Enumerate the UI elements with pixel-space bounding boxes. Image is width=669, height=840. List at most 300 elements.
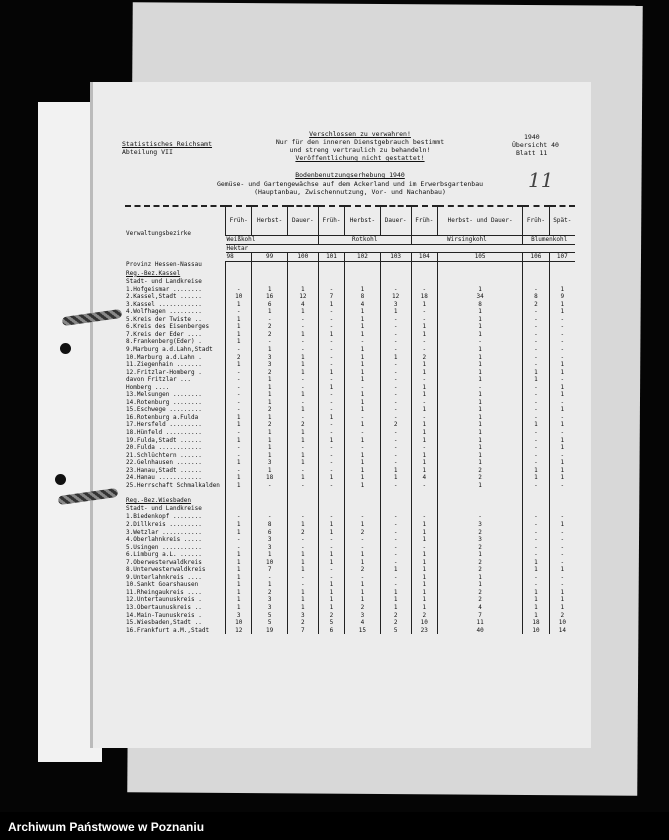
district-name: 20.Fulda ............ xyxy=(126,444,202,452)
table-cell: 2 xyxy=(380,619,411,627)
table-cell: 1 xyxy=(437,459,522,467)
table-cell: - xyxy=(380,444,411,452)
table-cell: - xyxy=(226,444,252,452)
table-cell: - xyxy=(523,414,549,422)
table-cell: 1 xyxy=(345,474,380,482)
table-cell: 1 xyxy=(287,437,318,445)
table-row xyxy=(125,551,575,559)
table-row xyxy=(125,346,575,354)
table-cell: - xyxy=(318,544,344,552)
table-cell: 1 xyxy=(523,604,549,612)
table-cell: 1 xyxy=(318,589,344,597)
table-cell: 1 xyxy=(287,361,318,369)
table-cell: 1 xyxy=(523,376,549,384)
table-cell: 1 xyxy=(380,308,411,316)
table-cell: - xyxy=(287,444,318,452)
table-cell: - xyxy=(287,399,318,407)
district-name: 15.Wiesbaden,Stadt .. xyxy=(126,619,202,627)
survey-subject: Gemüse- und Gartengewächse auf dem Ackerland und im Erwerbsgartenbau xyxy=(216,180,484,188)
table-cell: - xyxy=(380,429,411,437)
table-cell: 1 xyxy=(226,559,252,567)
table-cell: 6 xyxy=(252,529,287,537)
table-cell: - xyxy=(549,376,575,384)
table-cell: - xyxy=(437,513,522,521)
table-row xyxy=(125,559,575,567)
table-row xyxy=(125,391,575,399)
overview-number: Übersicht 40 xyxy=(512,141,559,149)
table-cell: - xyxy=(523,406,549,414)
table-cell: 1 xyxy=(437,323,522,331)
table-cell: - xyxy=(380,406,411,414)
table-cell: - xyxy=(380,323,411,331)
table-row xyxy=(125,627,575,635)
secrecy-line-4: Veröffentlichung nicht gestattet! xyxy=(295,154,425,162)
table-cell: - xyxy=(380,391,411,399)
table-cell: 1 xyxy=(226,581,252,589)
district-name: 6.Limburg a.L. ...... xyxy=(126,551,202,559)
table-cell: - xyxy=(549,323,575,331)
table-row xyxy=(125,384,575,392)
table-cell: 15 xyxy=(345,627,380,635)
table-row xyxy=(125,513,575,521)
province-label: Provinz Hessen-Nassau xyxy=(126,261,202,269)
table-row xyxy=(125,612,575,620)
table-cell: 1 xyxy=(345,361,380,369)
table-cell: - xyxy=(411,308,437,316)
table-cell: - xyxy=(523,521,549,529)
table-cell: - xyxy=(318,444,344,452)
table-cell: 1 xyxy=(345,467,380,475)
table-cell: 2 xyxy=(252,331,287,339)
table-cell: 40 xyxy=(437,627,522,635)
table-cell: - xyxy=(549,346,575,354)
table-cell: 2 xyxy=(252,421,287,429)
table-cell: 1 xyxy=(523,589,549,597)
table-cell: - xyxy=(318,429,344,437)
table-cell: - xyxy=(318,346,344,354)
table-cell: 1 xyxy=(437,354,522,362)
table-cell: 1 xyxy=(226,521,252,529)
table-cell: 1 xyxy=(252,429,287,437)
col-header: Früh- xyxy=(318,206,344,236)
table-cell: 1 xyxy=(226,361,252,369)
table-row xyxy=(125,536,575,544)
table-cell: 3 xyxy=(437,521,522,529)
table-cell: - xyxy=(287,536,318,544)
table-cell: 2 xyxy=(226,354,252,362)
table-cell: - xyxy=(523,399,549,407)
table-cell: 2 xyxy=(380,421,411,429)
col-number: 102 xyxy=(345,253,380,262)
agency-name: Statistisches Reichsamt xyxy=(122,140,213,148)
table-cell: 1 xyxy=(380,474,411,482)
table-cell: - xyxy=(345,444,380,452)
table-row xyxy=(125,459,575,467)
table-cell: 2 xyxy=(411,612,437,620)
table-cell: - xyxy=(318,467,344,475)
table-cell: 12 xyxy=(287,293,318,301)
table-cell: 1 xyxy=(226,437,252,445)
table-cell: 1 xyxy=(549,444,575,452)
table-row xyxy=(125,437,575,445)
col-header: Spät- xyxy=(549,206,575,236)
table-cell: 1 xyxy=(549,406,575,414)
table-cell: - xyxy=(380,286,411,294)
table-row xyxy=(125,566,575,574)
table-cell: 3 xyxy=(252,361,287,369)
table-cell: 2 xyxy=(437,529,522,537)
table-cell: - xyxy=(226,406,252,414)
table-cell: 1 xyxy=(345,551,380,559)
table-body xyxy=(125,261,575,634)
table-cell: - xyxy=(523,544,549,552)
table-cell: - xyxy=(318,566,344,574)
district-name: 8.Unterwesterwaldkreis xyxy=(126,566,206,574)
table-cell: 23 xyxy=(411,627,437,635)
table-cell: - xyxy=(380,316,411,324)
table-cell: 18 xyxy=(411,293,437,301)
table-cell: 1 xyxy=(318,331,344,339)
table-cell: 1 xyxy=(226,421,252,429)
table-cell: 7 xyxy=(252,566,287,574)
table-cell: 2 xyxy=(345,604,380,612)
table-cell: 1 xyxy=(252,286,287,294)
table-cell: - xyxy=(226,544,252,552)
table-row xyxy=(125,361,575,369)
table-cell: 1 xyxy=(380,566,411,574)
table-cell: 2 xyxy=(252,406,287,414)
district-name: 5.Kreis der Twiste .. xyxy=(126,315,202,323)
survey-note: (Hauptanbau, Zwischennutzung, Vor- und Nachanbau) xyxy=(254,188,446,196)
secrecy-line-3: und streng vertraulich zu behandeln! xyxy=(289,146,431,154)
table-cell: - xyxy=(523,551,549,559)
table-cell: 12 xyxy=(380,293,411,301)
table-cell: 1 xyxy=(437,331,522,339)
table-cell: 1 xyxy=(437,369,522,377)
table-cell: - xyxy=(523,391,549,399)
table-cell: 3 xyxy=(380,301,411,309)
table-cell: - xyxy=(345,536,380,544)
handwritten-page-number: 11 xyxy=(528,168,554,192)
table-cell: - xyxy=(549,482,575,490)
table-cell: 16 xyxy=(252,293,287,301)
table-cell: 18 xyxy=(252,474,287,482)
table-cell: - xyxy=(318,316,344,324)
table-cell: 7 xyxy=(318,293,344,301)
table-cell: 1 xyxy=(345,316,380,324)
table-cell: 1 xyxy=(287,604,318,612)
table-cell: 1 xyxy=(437,437,522,445)
section-subtitle: Stadt- und Landkreise xyxy=(126,505,202,513)
col-number: 100 xyxy=(287,253,318,262)
table-cell: 3 xyxy=(437,536,522,544)
table-cell: 2 xyxy=(380,612,411,620)
table-cell: 1 xyxy=(523,369,549,377)
table-cell: 1 xyxy=(411,467,437,475)
group-header: Weißkohl xyxy=(226,236,319,245)
table-cell: 11 xyxy=(437,619,522,627)
district-name: 6.Kreis des Eisenberges xyxy=(126,323,210,331)
table-row xyxy=(125,421,575,429)
table-cell: - xyxy=(226,536,252,544)
section-subtitle: Stadt- und Landkreise xyxy=(126,277,202,285)
table-cell: 1 xyxy=(437,391,522,399)
table-row xyxy=(125,452,575,460)
table-cell: 1 xyxy=(345,437,380,445)
table-cell: - xyxy=(380,551,411,559)
table-cell: - xyxy=(380,414,411,422)
table-cell: - xyxy=(380,376,411,384)
table-cell: - xyxy=(318,376,344,384)
table-cell: - xyxy=(380,536,411,544)
table-cell: 1 xyxy=(523,566,549,574)
table-cell: 1 xyxy=(318,551,344,559)
table-cell: - xyxy=(318,399,344,407)
table-cell: - xyxy=(318,482,344,490)
district-header: Verwaltungsbezirke xyxy=(125,206,226,261)
table-cell: - xyxy=(226,346,252,354)
table-cell: 10 xyxy=(226,619,252,627)
district-name: 7.Kreis der Eder .... xyxy=(126,330,202,338)
table-cell: 1 xyxy=(345,399,380,407)
table-cell: 1 xyxy=(345,581,380,589)
table-cell: 1 xyxy=(252,437,287,445)
table-cell: 10 xyxy=(523,627,549,635)
table-cell: 1 xyxy=(226,338,252,346)
table-cell: - xyxy=(318,459,344,467)
table-cell: - xyxy=(380,544,411,552)
table-cell: - xyxy=(549,544,575,552)
table-cell: 2 xyxy=(345,529,380,537)
table-cell: - xyxy=(252,513,287,521)
district-name: 8.Frankenberg(Eder) . xyxy=(126,338,202,346)
district-name: 11.Rheingaukreis .... xyxy=(126,588,202,596)
table-cell: 5 xyxy=(318,619,344,627)
table-cell: - xyxy=(523,316,549,324)
district-name: 4.Oberlahnkreis ..... xyxy=(126,536,202,544)
table-cell: - xyxy=(287,384,318,392)
table-cell: 4 xyxy=(411,474,437,482)
table-cell: - xyxy=(411,482,437,490)
table-cell: - xyxy=(252,482,287,490)
table-cell: 1 xyxy=(549,589,575,597)
table-cell: - xyxy=(549,338,575,346)
table-cell: - xyxy=(523,444,549,452)
table-cell: 1 xyxy=(411,323,437,331)
table-cell: 1 xyxy=(252,452,287,460)
table-cell: - xyxy=(345,544,380,552)
district-name: 1.Hofgeismar ........ xyxy=(126,285,202,293)
table-cell: 1 xyxy=(549,596,575,604)
district-name: 24.Hanau ............ xyxy=(126,474,202,482)
table-cell: - xyxy=(252,316,287,324)
table-cell: 6 xyxy=(252,301,287,309)
col-header: Herbst- xyxy=(345,206,380,236)
table-cell: 1 xyxy=(226,566,252,574)
table-cell: 1 xyxy=(345,589,380,597)
table-cell: - xyxy=(380,338,411,346)
table-cell: - xyxy=(226,286,252,294)
table-cell: 1 xyxy=(226,459,252,467)
table-cell: 2 xyxy=(437,559,522,567)
table-cell: 1 xyxy=(287,391,318,399)
table-cell: 3 xyxy=(252,536,287,544)
table-cell: 4 xyxy=(345,619,380,627)
table-cell: 19 xyxy=(252,627,287,635)
table-row xyxy=(125,376,575,384)
table-cell: - xyxy=(549,331,575,339)
table-cell: - xyxy=(523,536,549,544)
table-cell: - xyxy=(549,316,575,324)
table-cell: 1 xyxy=(318,301,344,309)
table-cell: - xyxy=(287,323,318,331)
table-cell: 1 xyxy=(345,452,380,460)
table-cell: 1 xyxy=(523,612,549,620)
table-cell: 1 xyxy=(252,391,287,399)
table-cell: 2 xyxy=(287,529,318,537)
table-cell: 10 xyxy=(252,559,287,567)
table-cell: 34 xyxy=(437,293,522,301)
table-cell: 1 xyxy=(318,384,344,392)
table-cell: 1 xyxy=(287,551,318,559)
table-cell: - xyxy=(411,346,437,354)
table-row xyxy=(125,544,575,552)
table-cell: 1 xyxy=(252,467,287,475)
table-cell: 3 xyxy=(252,544,287,552)
table-cell: 1 xyxy=(287,308,318,316)
col-number: 105 xyxy=(437,253,522,262)
table-cell: 1 xyxy=(318,529,344,537)
table-cell: 1 xyxy=(345,596,380,604)
table-cell: 1 xyxy=(252,376,287,384)
archive-name: Archiwum Państwowe w Poznaniu xyxy=(8,820,205,834)
table-cell: 1 xyxy=(287,474,318,482)
table-cell: - xyxy=(252,574,287,582)
table-cell: 1 xyxy=(226,551,252,559)
col-header: Früh- xyxy=(411,206,437,236)
table-cell: 2 xyxy=(549,612,575,620)
table-cell: 1 xyxy=(287,369,318,377)
table-cell: - xyxy=(226,308,252,316)
district-name: 9.Marburg a.d.Lahn,Stadt xyxy=(126,346,213,354)
archive-footer xyxy=(0,812,669,840)
district-name: 23.Hanau,Stadt ...... xyxy=(126,466,202,474)
col-number: 101 xyxy=(318,253,344,262)
table-cell: 1 xyxy=(226,596,252,604)
table-row xyxy=(125,574,575,582)
table-cell: 1 xyxy=(549,467,575,475)
table-cell: - xyxy=(226,376,252,384)
table-cell: 1 xyxy=(318,437,344,445)
table-cell: 1 xyxy=(287,286,318,294)
table-row xyxy=(125,369,575,377)
table-cell: - xyxy=(437,384,522,392)
table-cell: 1 xyxy=(523,474,549,482)
table-cell: 1 xyxy=(411,429,437,437)
group-header: Blumenkohl xyxy=(523,236,575,245)
table-cell: - xyxy=(411,414,437,422)
table-cell: - xyxy=(549,399,575,407)
table-cell: 1 xyxy=(226,316,252,324)
table-cell: 1 xyxy=(345,369,380,377)
table-row xyxy=(125,331,575,339)
table-cell: - xyxy=(345,414,380,422)
table-cell: 1 xyxy=(226,301,252,309)
table-cell: 1 xyxy=(345,354,380,362)
sheet-number: Blatt 11 xyxy=(516,149,548,157)
table-cell: 1 xyxy=(411,581,437,589)
table-cell: 1 xyxy=(549,566,575,574)
table-cell: 1 xyxy=(380,354,411,362)
table-cell: - xyxy=(523,437,549,445)
table-cell: - xyxy=(226,399,252,407)
table-cell: 1 xyxy=(345,406,380,414)
district-name: 12.Untertaunuskreis . xyxy=(126,596,202,604)
table-cell: 1 xyxy=(345,331,380,339)
district-name: 11.Ziegenhain ....... xyxy=(126,361,202,369)
group-header: Wirsingkohl xyxy=(411,236,523,245)
table-cell: 1 xyxy=(345,346,380,354)
table-cell: - xyxy=(287,574,318,582)
group-header: Rotkohl xyxy=(318,236,411,245)
district-name: 17.Hersfeld ......... xyxy=(126,421,202,429)
district-name: 13.Melsungen ........ xyxy=(126,391,202,399)
table-cell: 1 xyxy=(549,384,575,392)
district-name: 12.Fritzlar-Homberg . xyxy=(126,368,202,376)
table-cell: - xyxy=(226,467,252,475)
table-cell: - xyxy=(549,513,575,521)
table-row xyxy=(125,354,575,362)
table-cell: 9 xyxy=(549,293,575,301)
table-cell: - xyxy=(287,376,318,384)
table-row xyxy=(125,338,575,346)
table-cell: 1 xyxy=(345,391,380,399)
table-cell: 1 xyxy=(252,581,287,589)
table-cell: 1 xyxy=(523,421,549,429)
table-cell: 1 xyxy=(345,482,380,490)
table-cell: 1 xyxy=(252,444,287,452)
table-cell: 3 xyxy=(287,612,318,620)
table-cell: - xyxy=(523,529,549,537)
table-cell: 2 xyxy=(437,596,522,604)
table-cell: - xyxy=(411,513,437,521)
table-cell: - xyxy=(380,459,411,467)
table-row xyxy=(125,596,575,604)
table-cell: 1 xyxy=(226,414,252,422)
table-row xyxy=(125,529,575,537)
table-cell: 10 xyxy=(226,293,252,301)
table-row xyxy=(125,301,575,309)
table-cell: - xyxy=(226,384,252,392)
table-cell: 1 xyxy=(345,286,380,294)
table-row xyxy=(125,604,575,612)
table-cell: 1 xyxy=(549,604,575,612)
table-cell: - xyxy=(345,513,380,521)
table-cell: - xyxy=(523,346,549,354)
district-name: 5.Usingen ........... xyxy=(126,543,202,551)
table-cell: - xyxy=(318,513,344,521)
table-cell: - xyxy=(549,574,575,582)
unit-header: Hektar xyxy=(226,244,576,253)
table-cell: 1 xyxy=(437,414,522,422)
table-cell: 1 xyxy=(437,482,522,490)
district-name: 21.Schlüchtern ...... xyxy=(126,451,202,459)
table-cell: 1 xyxy=(549,308,575,316)
table-cell: 1 xyxy=(411,574,437,582)
table-cell: 1 xyxy=(318,559,344,567)
table-cell: 1 xyxy=(226,331,252,339)
district-name: 3.Kassel ............ xyxy=(126,300,202,308)
